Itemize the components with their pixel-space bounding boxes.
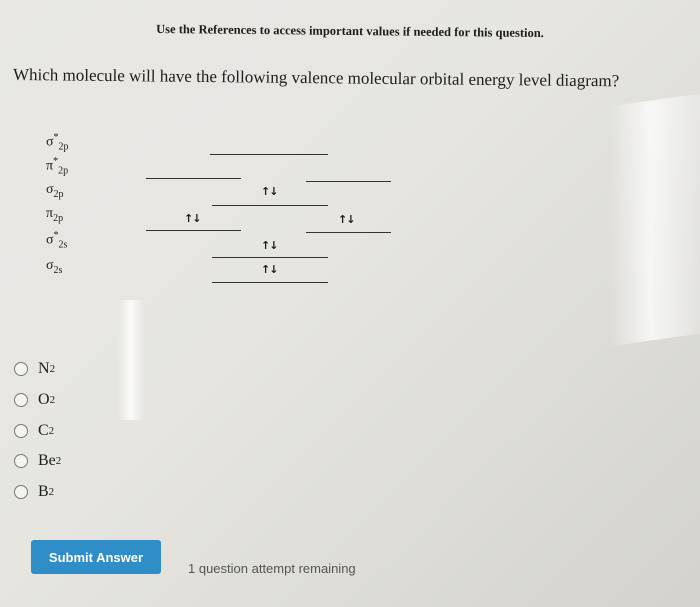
radio-button[interactable] xyxy=(14,362,28,376)
option-o2[interactable]: O 2 xyxy=(14,389,55,411)
option-n2[interactable]: N 2 xyxy=(14,358,55,380)
orbital-label-sigma-star-2s: $\sigma^*_{2s}$ xyxy=(46,230,68,251)
submit-answer-button[interactable]: Submit Answer xyxy=(31,540,161,574)
electron-pair-sigma-2s: ↑↓ xyxy=(261,263,278,276)
electron-pair-sigma-star-2s: ↑↓ xyxy=(261,239,278,252)
level-pi-2p-right xyxy=(306,232,391,233)
level-pi-star-2p-right xyxy=(306,181,391,182)
level-pi-star-2p-left xyxy=(146,178,241,179)
level-sigma-2p xyxy=(212,205,328,206)
radio-button[interactable] xyxy=(14,424,28,438)
option-b2[interactable]: B 2 xyxy=(14,481,54,503)
electron-pair-pi-2p-left: ↑↓ xyxy=(184,212,201,225)
radio-button[interactable] xyxy=(14,454,28,468)
level-sigma-star-2p xyxy=(210,154,328,155)
screen-glare xyxy=(118,300,144,420)
orbital-label-sigma-star-2p: $\sigma^*_{2p}$ xyxy=(46,132,69,153)
orbital-label-sigma-2p: $\sigma_{2p}$ xyxy=(46,182,64,200)
electron-pair-sigma-2p: ↑↓ xyxy=(261,185,278,198)
option-c2[interactable]: C 2 xyxy=(14,420,54,442)
level-sigma-2s xyxy=(212,282,328,283)
radio-button[interactable] xyxy=(14,393,28,407)
orbital-label-pi-star-2p: $\pi^*_{2p}$ xyxy=(46,156,69,177)
orbital-label-sigma-2s: $\sigma_{2s}$ xyxy=(46,258,63,276)
level-sigma-star-2s xyxy=(212,257,328,258)
attempts-remaining-text: 1 question attempt remaining xyxy=(188,561,356,576)
orbital-label-pi-2p: $\pi_{2p}$ xyxy=(46,206,64,224)
electron-pair-pi-2p-right: ↑↓ xyxy=(338,213,355,226)
level-pi-2p-left xyxy=(146,230,241,231)
screen-glare xyxy=(610,94,700,347)
question-text: Which molecule will have the following valence molecular orbital energy level diagram? xyxy=(12,65,620,91)
option-be2[interactable]: Be 2 xyxy=(14,450,61,472)
radio-button[interactable] xyxy=(14,485,28,499)
references-note: Use the References to access important values if needed for this question. xyxy=(156,21,544,41)
